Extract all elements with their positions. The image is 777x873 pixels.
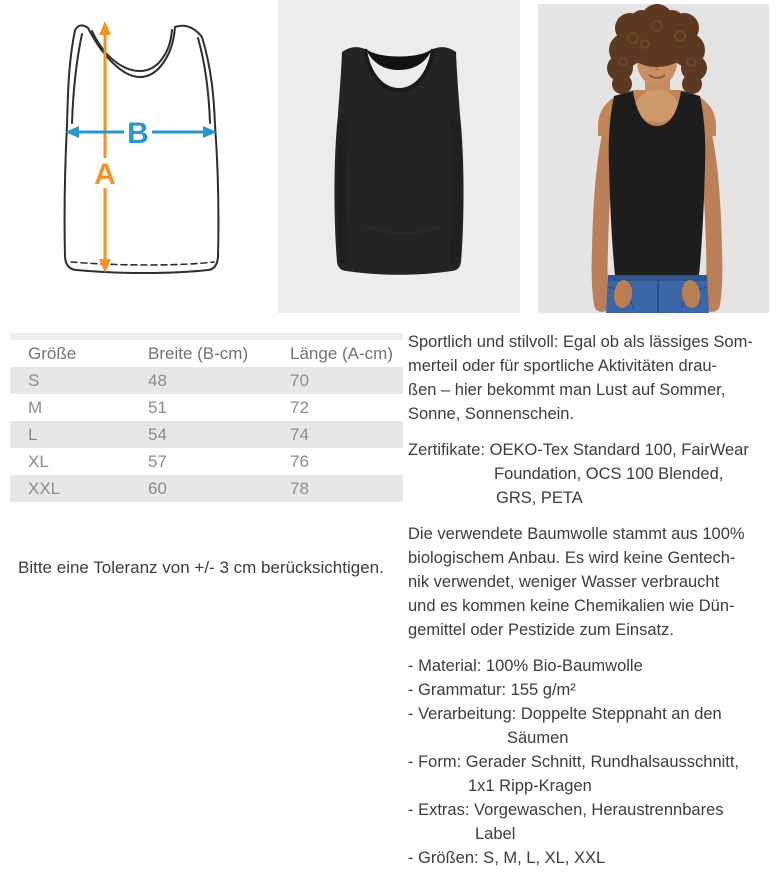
spec-line-form: - Form: Gerader Schnitt, Rundhalsausschnitt, (408, 753, 740, 771)
cotton-paragraph (408, 522, 774, 642)
width-cell: 57 (148, 451, 167, 471)
size-table-header-row (10, 337, 403, 368)
tank-shade-right (454, 120, 457, 263)
specs-list (408, 654, 774, 870)
text-line: GRS, PETA (496, 489, 583, 507)
header-breite: Breite (B-cm) (148, 337, 290, 368)
width-label: B (127, 117, 149, 150)
text-line: Sonne, Sonnenschein. (408, 405, 575, 423)
tank-neck-inside (366, 49, 432, 70)
table-row-xxl (10, 475, 403, 502)
length-cell: 70 (290, 367, 403, 394)
length-arrow-A (91, 21, 119, 273)
spec-line-continuation: Säumen (507, 729, 569, 747)
product-description (408, 330, 774, 870)
length-cell: 72 (290, 397, 309, 417)
text-line: Die verwendete Baumwolle stammt aus 100% (408, 525, 745, 543)
spec-line-grammatur: - Grammatur: 155 g/m² (408, 681, 576, 699)
length-cell: 78 (290, 475, 403, 502)
size-diagram-tank-top (40, 10, 260, 300)
model-photo-tank-top (538, 4, 769, 313)
tank-top-product-image (278, 0, 520, 313)
table-row-m (10, 394, 403, 421)
spec-line-continuation: Label (475, 825, 516, 843)
model-chest (636, 90, 678, 122)
product-photo-black-tank-top (278, 0, 520, 313)
width-cell: 51 (148, 397, 167, 417)
spec-line-material: - Material: 100% Bio-Baumwolle (408, 657, 643, 675)
spec-line-verarbeitung: - Verarbeitung: Doppelte Steppnaht an den (408, 705, 722, 723)
header-groesse: Größe (10, 337, 148, 368)
tank-top-silhouette (334, 47, 463, 275)
header-laenge: Länge (A-cm) (290, 337, 403, 368)
model-image (538, 4, 769, 313)
text-line: merteil oder für sportliche Aktivitäten drau- (408, 357, 718, 375)
size-cell: XL (28, 451, 49, 471)
text-line: Foundation, OCS 100 Blended, (494, 465, 724, 483)
armhole-trim-left (72, 34, 82, 123)
width-cell: 60 (148, 475, 290, 502)
size-cell: L (10, 421, 148, 448)
length-cell: 76 (290, 451, 309, 471)
spec-line-continuation: 1x1 Ripp-Kragen (468, 777, 592, 795)
intro-paragraph (408, 330, 774, 426)
text-line: biologischem Anbau. Es wird keine Gentech- (408, 549, 736, 567)
table-row-s (10, 367, 403, 394)
text-line: gemittel oder Pestizide zum Einsatz. (408, 621, 674, 639)
length-arrowhead-top (99, 21, 111, 35)
size-cell: S (10, 367, 148, 394)
length-label: A (94, 158, 116, 191)
tank-shade-left (342, 120, 345, 263)
spec-line-groessen: - Größen: S, M, L, XL, XXL (408, 849, 606, 867)
model-jeans-waistband (608, 275, 707, 281)
table-row-xl (10, 448, 403, 475)
spec-line-extras: - Extras: Vorgewaschen, Heraustrennbares (408, 801, 724, 819)
text-line: nik verwendet, weniger Wasser verbraucht (408, 573, 720, 591)
tolerance-note: Bitte eine Toleranz von +/- 3 cm berücksichtigen. (18, 558, 384, 577)
text-line: Sportlich und stilvoll: Egal ob als lässiges Som- (408, 333, 753, 351)
width-arrow-B (65, 117, 217, 150)
size-table (10, 333, 403, 502)
hem-dashed-line (71, 262, 214, 265)
size-cell: M (28, 397, 43, 417)
certificates-paragraph (408, 438, 774, 510)
text-line: Zertifikate: OEKO-Tex Standard 100, FairWear (408, 441, 749, 459)
width-cell: 54 (148, 421, 290, 448)
text-line: ßen – hier bekommt man Lust auf Sommer, (408, 381, 726, 399)
size-cell: XXL (10, 475, 148, 502)
length-cell: 74 (290, 421, 403, 448)
armhole-trim-right (198, 38, 210, 123)
width-cell: 48 (148, 367, 290, 394)
text-line: und es kommen keine Chemikalien wie Dün- (408, 597, 735, 615)
table-row-l (10, 421, 403, 448)
